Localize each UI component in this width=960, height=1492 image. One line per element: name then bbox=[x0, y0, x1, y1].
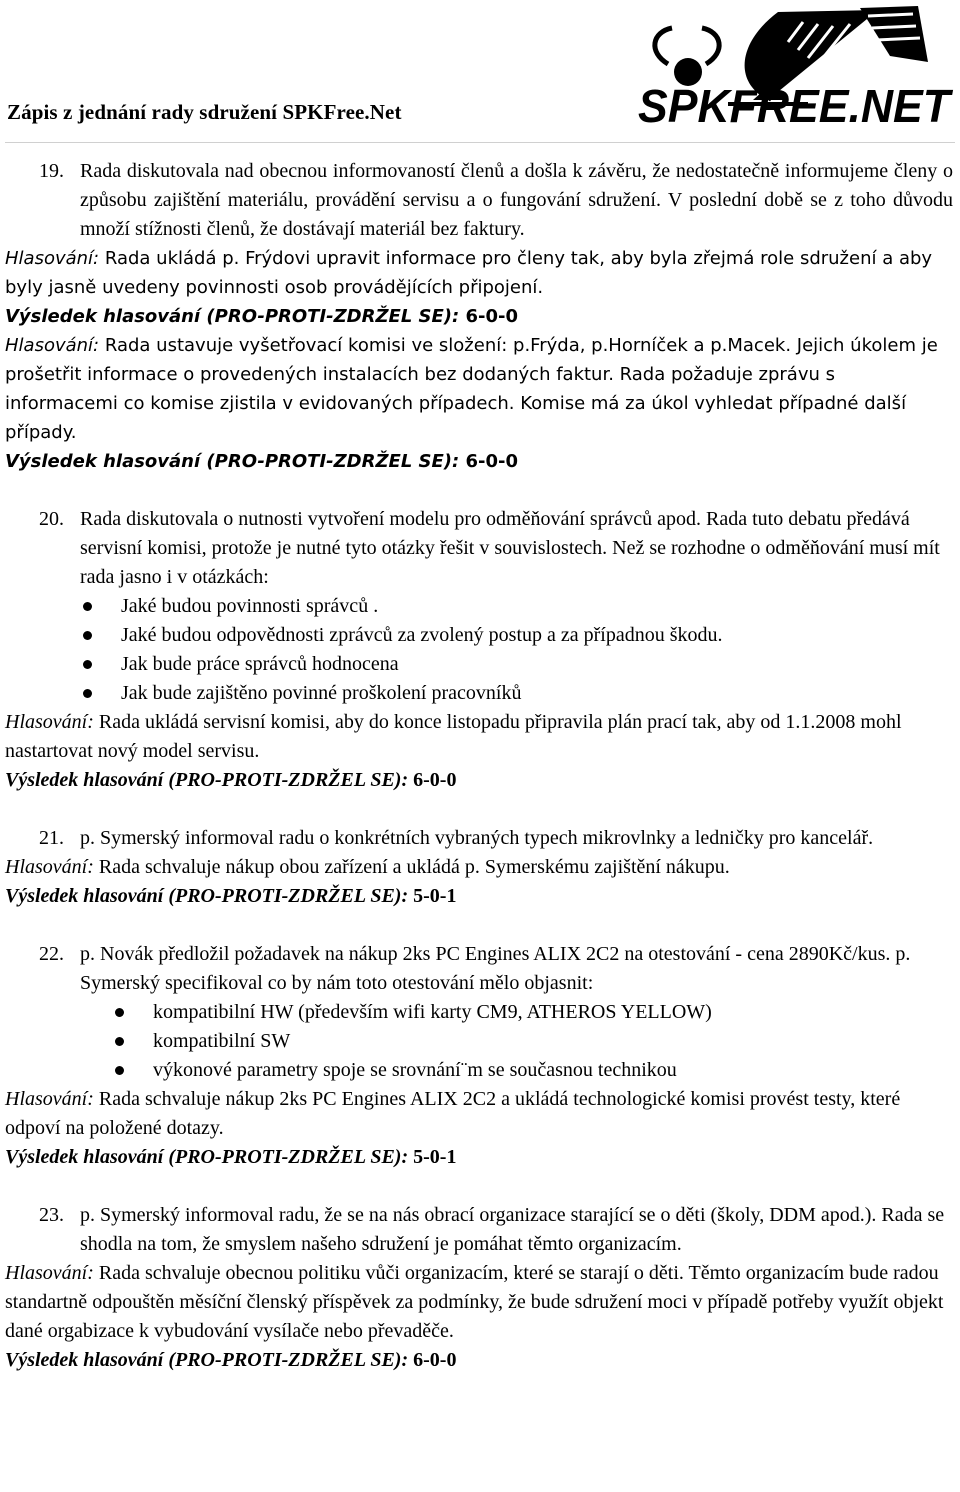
section-gap bbox=[5, 911, 953, 940]
page-header bbox=[0, 0, 960, 140]
item-23 bbox=[5, 1201, 953, 1375]
item-23-text bbox=[5, 1201, 953, 1259]
result-label: Výsledek hlasování (PRO-PROTI-ZDRŽEL SE): bbox=[5, 769, 409, 791]
vote-label: Hlasování: bbox=[5, 248, 100, 269]
result-score: 6-0-0 bbox=[459, 306, 519, 327]
item-number: 23. bbox=[39, 1204, 64, 1226]
vote-label: Hlasování: bbox=[5, 711, 94, 733]
vote-paragraph bbox=[5, 1085, 953, 1143]
vote-result bbox=[5, 447, 953, 476]
vote-paragraph bbox=[5, 853, 953, 882]
result-label: Výsledek hlasování (PRO-PROTI-ZDRŽEL SE): bbox=[5, 885, 409, 907]
vote-paragraph bbox=[5, 1259, 953, 1346]
spkfree-logo bbox=[628, 2, 956, 127]
item-22 bbox=[5, 940, 953, 1172]
vote-label: Hlasování: bbox=[5, 856, 94, 878]
item-21 bbox=[5, 824, 953, 911]
vote-text: Rada ukládá p. Frýdovi upravit informace pro členy tak, aby byla zřejmá role sdružení a aby byly jasně uvedeny povinnosti osob provádějících připojení. bbox=[5, 248, 933, 298]
vote-text: Rada ustavuje vyšetřovací komisi ve složení: p.Frýda, p.Horníček a p.Macek. Jejich úkolem je prošetřit informace o provedených instalacích bez dodaných faktur. Rada požaduje zprávu s informacemi co komise zjistila v evidovaných případech. Komise má za úkol vyhledat případné další případy. bbox=[5, 335, 938, 443]
document-title: Zápis z jednání rady sdružení SPKFree.Net bbox=[7, 100, 402, 124]
item-19 bbox=[5, 157, 953, 476]
item-22-text bbox=[5, 940, 953, 998]
bullet-icon bbox=[83, 689, 92, 698]
list-item: Jak bude práce správců hodnocena bbox=[5, 650, 953, 679]
vote-label: Hlasování: bbox=[5, 1088, 94, 1110]
header-divider bbox=[5, 142, 955, 143]
item-20-text bbox=[5, 505, 953, 592]
section-gap bbox=[5, 476, 953, 505]
result-score: 5-0-1 bbox=[408, 885, 457, 907]
list-item: Jaké budou povinnosti správců . bbox=[5, 592, 953, 621]
result-label: Výsledek hlasování (PRO-PROTI-ZDRŽEL SE): bbox=[5, 1349, 409, 1371]
vote-paragraph bbox=[5, 708, 953, 766]
item-20 bbox=[5, 505, 953, 795]
section-gap bbox=[5, 795, 953, 824]
vote-result bbox=[5, 302, 953, 331]
section-gap bbox=[5, 1172, 953, 1201]
vote-text: Rada schvaluje nákup 2ks PC Engines ALIX 2C2 a ukládá technologické komisi provést testy, které odpoví na položené dotazy. bbox=[5, 1088, 901, 1139]
bullet-icon bbox=[115, 1037, 124, 1046]
list-item: kompatibilní SW bbox=[5, 1027, 953, 1056]
item-number: 22. bbox=[39, 943, 64, 965]
vote-paragraph bbox=[5, 331, 953, 447]
result-label: Výsledek hlasování (PRO-PROTI-ZDRŽEL SE): bbox=[5, 451, 460, 472]
item-paragraph: p. Symerský informoval radu, že se na nás obrací organizace starající se o děti (školy, DDM apod.). Rada se shodla na tom, že smyslem našeho sdružení je pomáhat těmto organizacím. bbox=[80, 1204, 945, 1255]
list-item: Jaké budou odpovědnosti zprávců za zvolený postup a za případnou škodu. bbox=[5, 621, 953, 650]
result-score: 6-0-0 bbox=[408, 1349, 457, 1371]
result-label: Výsledek hlasování (PRO-PROTI-ZDRŽEL SE): bbox=[5, 306, 460, 327]
vote-paragraph bbox=[5, 244, 953, 302]
vote-text: Rada ukládá servisní komisi, aby do konce listopadu připravila plán prací tak, aby od 1.1.2008 mohl nastartovat nový model servisu. bbox=[5, 711, 902, 762]
question-list bbox=[5, 592, 953, 708]
result-label: Výsledek hlasování (PRO-PROTI-ZDRŽEL SE): bbox=[5, 1146, 409, 1168]
item-number: 19. bbox=[39, 160, 64, 182]
vote-text: Rada schvaluje nákup obou zařízení a ukládá p. Symerskému zajištění nákupu. bbox=[93, 856, 730, 878]
vote-label: Hlasování: bbox=[5, 1262, 94, 1284]
item-paragraph: p. Symerský informoval radu o konkrétních vybraných typech mikrovlnky a ledničky pro kancelář. bbox=[80, 827, 874, 849]
bullet-icon bbox=[83, 602, 92, 611]
result-score: 5-0-1 bbox=[408, 1146, 457, 1168]
vote-text: Rada schvaluje obecnou politiku vůči organizacím, které se starají o děti. Těmto organizacím bude radou standartně odpouštěn měsíční členský příspěvek za podmínky, že bude sdružení moci v případě potřeby využít objekt dané orgabizace k vybudování vysílače nebo převaděče. bbox=[5, 1262, 944, 1342]
result-score: 6-0-0 bbox=[408, 769, 457, 791]
vote-result bbox=[5, 766, 953, 795]
vote-result bbox=[5, 1346, 953, 1375]
item-21-text bbox=[5, 824, 953, 853]
item-paragraph: Rada diskutovala nad obecnou informovaností členů a došla k závěru, že nedostatečně informujeme členy o způsobu zajištění materiálu, provádění servisu a o fungování sdružení. V poslední době se z toho důvodu množí stížnosti členů, že dostávají materiál bez faktury. bbox=[80, 160, 953, 240]
item-number: 20. bbox=[39, 508, 64, 530]
bullet-icon bbox=[115, 1008, 124, 1017]
vote-result bbox=[5, 882, 953, 911]
item-number: 21. bbox=[39, 827, 64, 849]
bullet-icon bbox=[115, 1066, 124, 1075]
list-item: výkonové parametry spoje se srovnání¨m se současnou technikou bbox=[5, 1056, 953, 1085]
list-item: kompatibilní HW (především wifi karty CM9, ATHEROS YELLOW) bbox=[5, 998, 953, 1027]
item-19-text bbox=[5, 157, 953, 244]
vote-label: Hlasování: bbox=[5, 335, 100, 356]
item-paragraph: p. Novák předložil požadavek na nákup 2ks PC Engines ALIX 2C2 na otestování - cena 2890Kč/kus. p. Symerský specifikoval co by nám toto otestování mělo objasnit: bbox=[80, 943, 911, 994]
bullet-icon bbox=[83, 660, 92, 669]
result-score: 6-0-0 bbox=[459, 451, 519, 472]
item-paragraph: Rada diskutovala o nutnosti vytvoření modelu pro odměňování správců apod. Rada tuto debatu předává servisní komisi, protože je nutné tyto otázky řešit v souvislostech. Než se rozhodne o odměňování musí mít rada jasno i v otázkách: bbox=[80, 508, 940, 588]
bullet-icon bbox=[83, 631, 92, 640]
minutes-body bbox=[5, 157, 953, 1375]
vote-result bbox=[5, 1143, 953, 1172]
logo-wordmark: SPKFREE.NET bbox=[638, 80, 954, 127]
test-goals-list bbox=[5, 998, 953, 1085]
list-item: Jak bude zajištěno povinné proškolení pracovníků bbox=[5, 679, 953, 708]
